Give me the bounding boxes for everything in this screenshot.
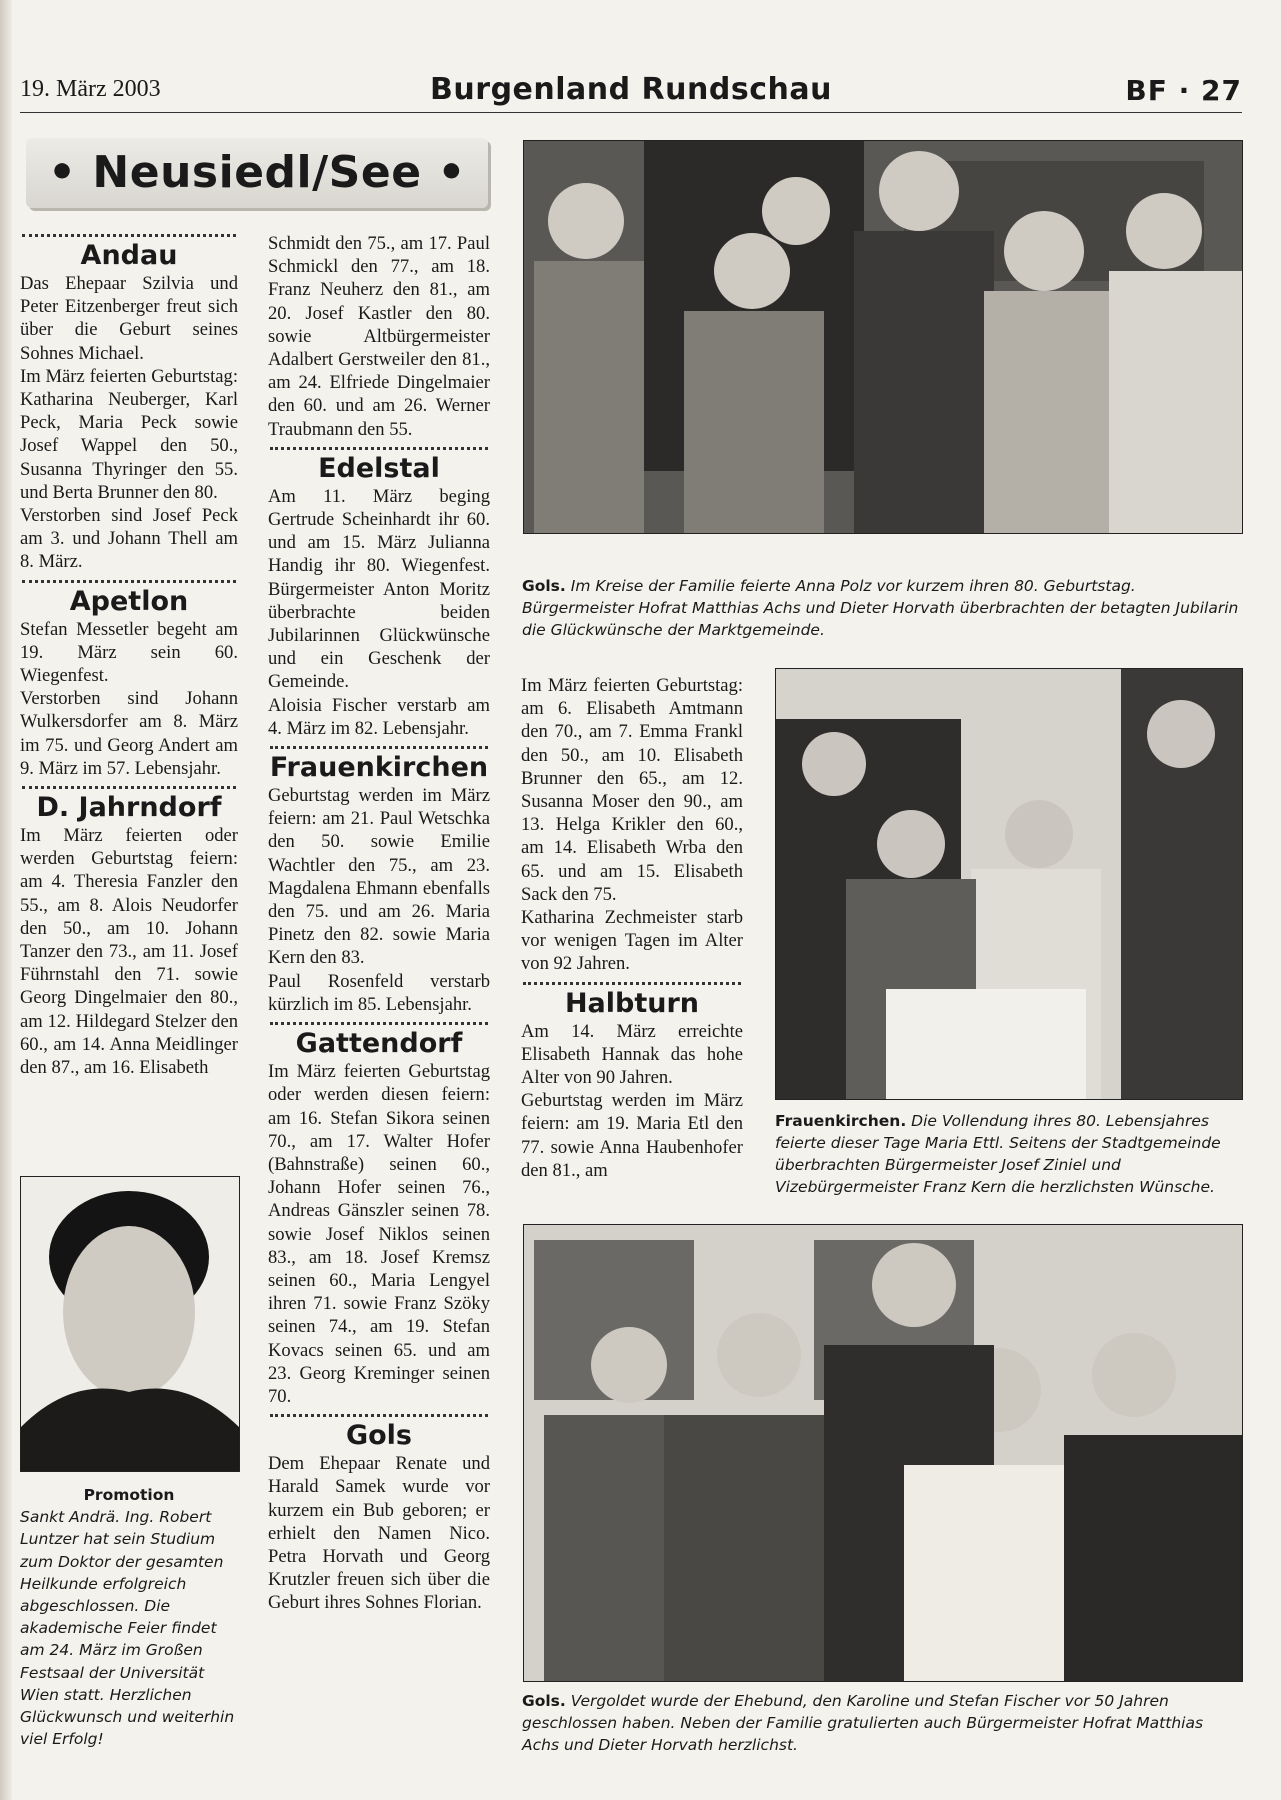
page-number: BF · 27 xyxy=(1125,74,1242,107)
caption-text: Die Vollendung ihres 80. Lebensjahres feierte dieser Tage Maria Ettl. Seitens der Stadtgemeinde überbrachten Bürgermeister Josef Ziniel und Vizebürgermeister Franz Kern die herzlichsten Wünsche. xyxy=(775,1112,1221,1196)
column-middle xyxy=(268,232,490,1615)
town-heading: Gattendorf xyxy=(295,1028,463,1060)
dotted-divider xyxy=(22,786,236,789)
photo-gols-golden-wedding xyxy=(523,1224,1243,1682)
article-paragraph: Stefan Messetler begeht am 19. März sein 60. Wiegenfest. xyxy=(20,618,238,687)
promotion-notice xyxy=(20,1484,238,1750)
page-header xyxy=(20,72,1242,113)
column-right-text xyxy=(521,674,743,1182)
section-title: • Neusiedl/See • xyxy=(47,147,466,198)
dotted-divider xyxy=(270,447,488,450)
town-heading: Edelstal xyxy=(318,452,440,484)
article-paragraph: Dem Ehepaar Renate und Harald Samek wurde vor kurzem ein Bub geboren; er erhielt den Namen Nico. Petra Horvath und Georg Krutzler freuen sich über die Geburt ihres Sohnes Florian. xyxy=(268,1453,490,1614)
caption-place: Gols. xyxy=(522,577,566,595)
article-paragraph: Das Ehepaar Szilvia und Peter Eitzenberger freut sich über die Geburt seines Sohnes Michael. xyxy=(20,273,238,364)
caption-place: Gols. xyxy=(522,1692,566,1710)
caption-photo-1 xyxy=(522,575,1244,641)
photo-portrait-promotion xyxy=(20,1176,240,1472)
photo-frauenkirchen xyxy=(775,668,1243,1100)
article-paragraph: Am 11. März beging Gertrude Scheinhardt ihr 60. und am 15. März Julianna Handig ihr 80. Wiegenfest. Bürgermeister Anton Moritz überbrachte beiden Jubilarinnen Glückwünsche und ein Geschenk der Gemeinde. xyxy=(268,485,490,693)
dotted-divider xyxy=(270,746,488,749)
dotted-divider xyxy=(270,1414,488,1417)
page-binding-edge xyxy=(0,0,12,1800)
article-paragraph: Verstorben sind Johann Wulkersdorfer am 8. März im 75. und Georg Andert am 9. März im 57. Lebensjahr. xyxy=(20,688,238,779)
promotion-text: Sankt Andrä. Ing. Robert Luntzer hat sein Studium zum Doktor der gesamten Heilkunde erfolgreich abgeschlossen. Die akademische Feier findet am 24. März im Großen Festsaal der Universität Wien statt. Herzlichen Glückwunsch und weiterhin viel Erfolg! xyxy=(20,1508,235,1749)
article-paragraph: Im März feierten oder werden Geburtstag feiern: am 4. Theresia Fanzler den 55., am 8. Alois Neudorfer den 50., am 10. Johann Tanzer den 73., am 11. Josef Führnstahl den 71. sowie Georg Dingelmaier den 80., am 12. Hildegard Stelzer den 60., am 14. Anna Meidlinger den 87., am 16. Elisabeth xyxy=(20,825,238,1079)
article-paragraph: Aloisia Fischer verstarb am 4. März im 82. Lebensjahr. xyxy=(268,694,490,739)
dotted-divider xyxy=(523,982,741,985)
column-left xyxy=(20,228,238,1079)
article-paragraph: Verstorben sind Josef Peck am 3. und Johann Thell am 8. März. xyxy=(20,505,238,573)
town-heading: Andau xyxy=(80,240,178,271)
dotted-divider xyxy=(270,1022,488,1025)
article-paragraph: Schmidt den 75., am 17. Paul Schmickl den 77., am 18. Franz Neuherz den 81., am 20. Josef Kastler den 80. sowie Altbürgermeister Adalbert Gerstweiler den 81., am 24. Elfriede Dingelmaier den 60. und am 26. Werner Traubmann den 55. xyxy=(268,233,490,440)
promotion-title: Promotion xyxy=(83,1486,175,1504)
caption-place: Frauenkirchen. xyxy=(775,1112,907,1130)
article-paragraph: Geburtstag werden im März feiern: am 21. Paul Wetschka den 50. sowie Emilie Wachtler den 75., am 23. Magdalena Ehmann ebenfalls den 75. und am 26. Maria Pinetz den 82. sowie Maria Kern den 83. xyxy=(268,785,490,969)
article-paragraph: Paul Rosenfeld verstarb kürzlich im 85. Lebensjahr. xyxy=(268,970,490,1015)
caption-text: Vergoldet wurde der Ehebund, den Karoline und Stefan Fischer vor 50 Jahren geschlossen haben. Neben der Familie gratulierten auch Bürgermeister Hofrat Matthias Achs und Dieter Horvath herzlichst. xyxy=(522,1692,1204,1754)
caption-photo-2 xyxy=(775,1110,1245,1198)
town-heading: Halbturn xyxy=(564,987,700,1019)
article-paragraph: Im März feierten Geburtstag: Katharina Neuberger, Karl Peck, Maria Peck sowie Josef Wappel den 50., Susanna Thyringer den 55. und Berta Brunner den 80. xyxy=(20,365,238,503)
dotted-divider xyxy=(22,234,236,237)
issue-date: 19. März 2003 xyxy=(20,76,161,102)
town-heading: D. Jahrndorf xyxy=(36,792,222,824)
section-banner xyxy=(26,138,488,208)
article-paragraph: Im März feierten Geburtstag oder werden diesen feiern: am 16. Stefan Sikora seinen 70., am 17. Walter Hofer (Bahnstraße) seinen 60., Johann Hofer seinen 76., Andreas Gänszler seinen 78. sowie Josef Niklos seinen 83., am 18. Josef Kremsz seinen 60., Maria Lengyel ihren 71. sowie Franz Szöky seinen 74., am 19. Stefan Kovacs seinen 65. und am 23. Georg Kreminger seinen 70. xyxy=(268,1061,490,1407)
town-heading: Gols xyxy=(345,1420,413,1452)
article-paragraph: Katharina Zechmeister starb vor wenigen Tagen im Alter von 92 Jahren. xyxy=(521,907,743,975)
dotted-divider xyxy=(22,580,236,583)
article-paragraph: Am 14. März erreichte Elisabeth Hannak das hohe Alter von 90 Jahren. xyxy=(521,1020,743,1089)
article-paragraph: Geburtstag werden im März feiern: am 19. Maria Etl den 77. sowie Anna Haubenhofer den 81., am xyxy=(521,1090,743,1181)
newspaper-title: Burgenland Rundschau xyxy=(430,72,832,107)
caption-text: Im Kreise der Familie feierte Anna Polz vor kurzem ihren 80. Geburtstag. Bürgermeister Hofrat Matthias Achs und Dieter Horvath überbrachten der betagten Jubilarin die Glückwünsche der Marktgemeinde. xyxy=(522,577,1239,639)
caption-photo-3 xyxy=(522,1690,1244,1756)
town-heading: Apetlon xyxy=(69,585,189,617)
town-heading: Frauenkirchen xyxy=(269,752,489,784)
photo-gols-family xyxy=(523,140,1243,534)
article-paragraph: Im März feierten Geburtstag: am 6. Elisabeth Amtmann den 70., am 7. Emma Frankl den 50., am 10. Elisabeth Brunner den 65., am 12. Susanna Moser den 90., am 13. Helga Krikler den 60., am 14. Elisabeth Wrba den 65. und am 15. Elisabeth Sack den 75. xyxy=(521,675,743,905)
